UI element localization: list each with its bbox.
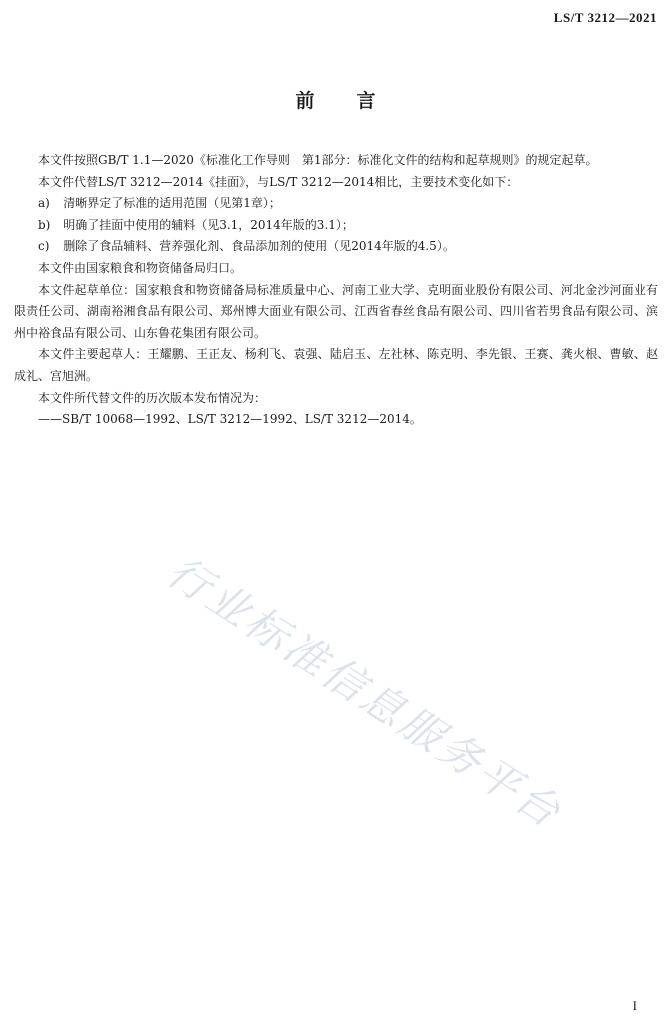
list-item-a [14,193,658,215]
paragraph-previous-versions: ——SB/T 10068—1992、LS/T 3212—1992、LS/T 3212—2014。 [38,412,422,427]
list-item-c [14,236,658,258]
standard-code: LS/T 3212—2021 [553,10,657,25]
list-item-c-label: c) [38,239,50,254]
list-item-a-label: a) [38,196,50,211]
paragraph-version-history: 本文件所代替文件的历次版本发布情况为： [38,390,267,405]
page-number: I [632,998,637,1013]
page-title: 前言 [295,90,418,112]
paragraph-drafters: 本文件主要起草人：王耀鹏、王正友、杨利飞、袁强、陆启玉、左社林、陈克明、李先银、王赛、龚火根、曹敏、赵成礼、宫旭洲。 [14,347,658,383]
paragraph-drafting-units: 本文件起草单位：国家粮食和物资储备局标准质量中心、河南工业大学、克明面业股份有限公司、河北金沙河面业有限责任公司、湖南裕湘食品有限公司、郑州博大面业有限公司、江西省春丝食品有限公司、四川省若男食品有限公司、滨州中裕食品有限公司、山东鲁花集团有限公司。 [14,282,658,340]
document-body [14,150,658,431]
paragraph-drafting-rules: 本文件按照GB/T 1.1—2020《标准化工作导则 第1部分：标准化文件的结构和起草规则》的规定起草。 [38,153,598,167]
list-item-b-label: b) [38,217,51,232]
paragraph-administration: 本文件由国家粮食和物资储备局归口。 [38,260,243,275]
watermark: 行业标准信息服务平台 [158,546,572,839]
list-item-a-text: 清晰界定了标准的适用范围（见第1章）； [63,196,281,211]
list-item-b-text: 明确了挂面中使用的辅料（见3.1，2014年版的3.1）； [63,217,354,232]
paragraph-replacement: 本文件代替LS/T 3212—2014《挂面》，与LS/T 3212—2014相比，主要技术变化如下： [38,174,519,189]
list-item-c-text: 删除了食品辅料、营养强化剂、食品添加剂的使用（见2014年版的4.5）。 [63,239,455,254]
list-item-b [14,215,658,237]
